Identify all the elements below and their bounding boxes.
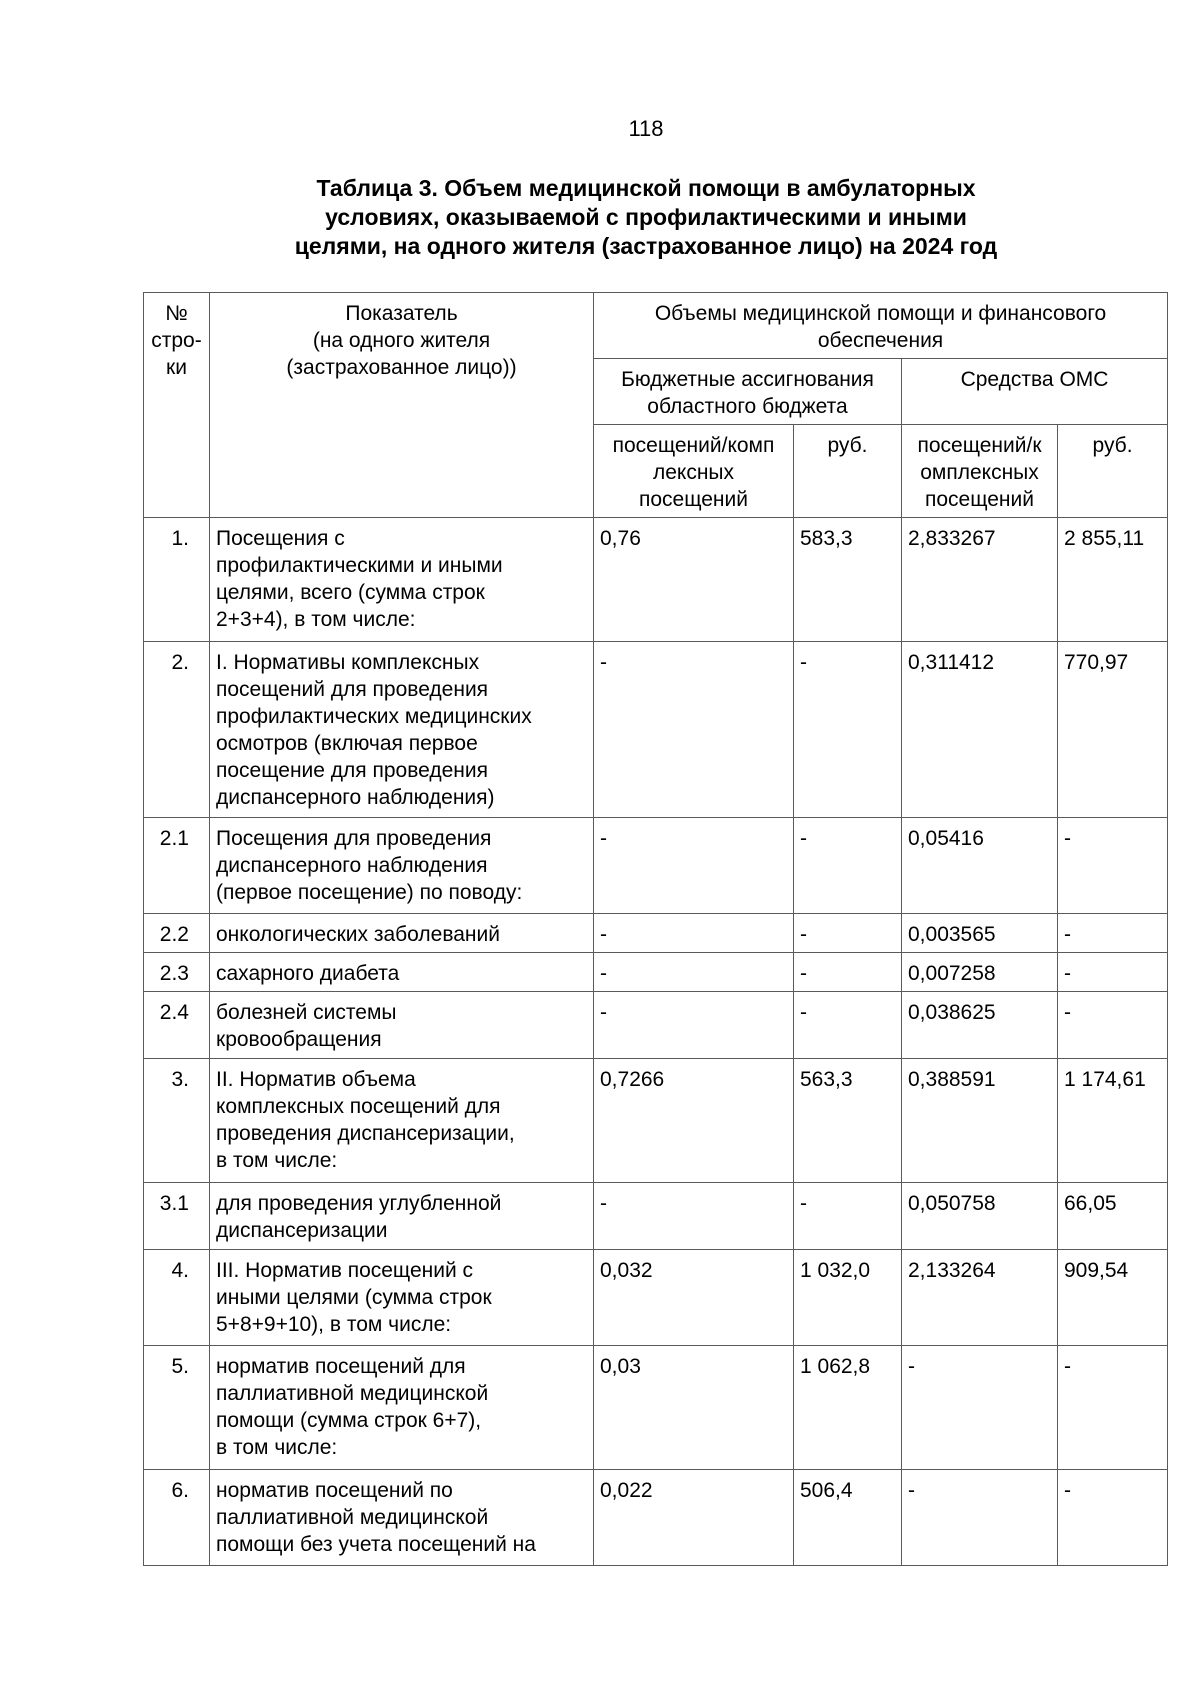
budget-rub-cell: - xyxy=(794,642,902,818)
oms-visits-cell: 0,050758 xyxy=(902,1183,1058,1250)
budget-visits-cell: - xyxy=(594,992,794,1059)
table-row xyxy=(144,1470,1168,1566)
header-oms: Средства ОМС xyxy=(902,359,1168,425)
title-line: целями, на одного жителя (застрахованное лицо) на 2024 год xyxy=(294,233,998,259)
oms-visits-cell: 0,311412 xyxy=(902,642,1058,818)
oms-rub-cell: 909,54 xyxy=(1058,1250,1168,1346)
oms-visits-cell: 2,833267 xyxy=(902,518,1058,642)
header-oms-visits: посещений/к омплексных посещений xyxy=(902,425,1058,518)
oms-rub-cell: - xyxy=(1058,914,1168,953)
oms-rub-cell: - xyxy=(1058,1346,1168,1470)
row-number: 2. xyxy=(144,642,210,818)
table-row xyxy=(144,642,1168,818)
row-indicator: норматив посещений по паллиативной медицинской помощи без учета посещений на xyxy=(210,1470,594,1566)
budget-rub-cell: 1 032,0 xyxy=(794,1250,902,1346)
table-row xyxy=(144,518,1168,642)
page-number: 118 xyxy=(628,116,664,141)
budget-visits-cell: 0,022 xyxy=(594,1470,794,1566)
budget-visits-cell: 0,7266 xyxy=(594,1059,794,1183)
budget-rub-cell: 506,4 xyxy=(794,1470,902,1566)
budget-visits-cell: - xyxy=(594,642,794,818)
table-row xyxy=(144,992,1168,1059)
oms-visits-cell: 0,05416 xyxy=(902,818,1058,914)
table-row xyxy=(144,1059,1168,1183)
row-number: 2.1 xyxy=(144,818,210,914)
row-indicator: II. Норматив объема комплексных посещений для проведения диспансеризации, в том числе: xyxy=(210,1059,594,1183)
row-number: 2.2 xyxy=(144,914,210,953)
row-indicator: Посещения с профилактическими и иными целями, всего (сумма строк 2+3+4), в том числе: xyxy=(210,518,594,642)
title-line: условиях, оказываемой с профилактическими и иными xyxy=(325,204,967,230)
row-number: 4. xyxy=(144,1250,210,1346)
budget-rub-cell: 583,3 xyxy=(794,518,902,642)
budget-rub-cell: - xyxy=(794,818,902,914)
header-oms-rub: руб. xyxy=(1058,425,1168,518)
budget-visits-cell: 0,03 xyxy=(594,1346,794,1470)
budget-visits-cell: - xyxy=(594,818,794,914)
oms-visits-cell: 0,003565 xyxy=(902,914,1058,953)
volume-table xyxy=(143,292,1168,1566)
header-indicator: Показатель (на одного жителя (застрахованное лицо)) xyxy=(210,293,594,518)
budget-rub-cell: - xyxy=(794,1183,902,1250)
budget-visits-cell: - xyxy=(594,914,794,953)
row-number: 2.3 xyxy=(144,953,210,992)
header-row-number: № стро- ки xyxy=(144,293,210,518)
oms-visits-cell: 0,007258 xyxy=(902,953,1058,992)
table-row xyxy=(144,1346,1168,1470)
row-indicator: норматив посещений для паллиативной медицинской помощи (сумма строк 6+7), в том числе: xyxy=(210,1346,594,1470)
oms-visits-cell: 0,038625 xyxy=(902,992,1058,1059)
budget-rub-cell: - xyxy=(794,914,902,953)
oms-visits-cell: 2,133264 xyxy=(902,1250,1058,1346)
row-indicator: III. Норматив посещений с иными целями (сумма строк 5+8+9+10), в том числе: xyxy=(210,1250,594,1346)
table-row xyxy=(144,818,1168,914)
oms-rub-cell: - xyxy=(1058,953,1168,992)
row-number: 1. xyxy=(144,518,210,642)
row-number: 3. xyxy=(144,1059,210,1183)
table-row xyxy=(144,1250,1168,1346)
row-indicator: онкологических заболеваний xyxy=(210,914,594,953)
oms-visits-cell: - xyxy=(902,1470,1058,1566)
title-line: Таблица 3. Объем медицинской помощи в амбулаторных xyxy=(316,175,976,201)
row-indicator: Посещения для проведения диспансерного наблюдения (первое посещение) по поводу: xyxy=(210,818,594,914)
row-indicator: болезней системы кровообращения xyxy=(210,992,594,1059)
budget-visits-cell: 0,76 xyxy=(594,518,794,642)
row-indicator: для проведения углубленной диспансеризации xyxy=(210,1183,594,1250)
budget-rub-cell: 563,3 xyxy=(794,1059,902,1183)
header-budget-rub: руб. xyxy=(794,425,902,518)
budget-rub-cell: 1 062,8 xyxy=(794,1346,902,1470)
row-number: 2.4 xyxy=(144,992,210,1059)
header-volumes: Объемы медицинской помощи и финансового обеспечения xyxy=(594,293,1168,359)
budget-rub-cell: - xyxy=(794,992,902,1059)
oms-rub-cell: 66,05 xyxy=(1058,1183,1168,1250)
header-budget-visits: посещений/комп лексных посещений xyxy=(594,425,794,518)
budget-visits-cell: - xyxy=(594,1183,794,1250)
oms-rub-cell: 2 855,11 xyxy=(1058,518,1168,642)
row-number: 3.1 xyxy=(144,1183,210,1250)
row-number: 5. xyxy=(144,1346,210,1470)
budget-visits-cell: - xyxy=(594,953,794,992)
oms-rub-cell: 770,97 xyxy=(1058,642,1168,818)
table-row xyxy=(144,914,1168,953)
row-indicator: сахарного диабета xyxy=(210,953,594,992)
oms-rub-cell: - xyxy=(1058,1470,1168,1566)
budget-visits-cell: 0,032 xyxy=(594,1250,794,1346)
oms-rub-cell: - xyxy=(1058,992,1168,1059)
oms-visits-cell: - xyxy=(902,1346,1058,1470)
oms-visits-cell: 0,388591 xyxy=(902,1059,1058,1183)
row-indicator: I. Нормативы комплексных посещений для проведения профилактических медицинских осмотров (включая первое посещение для проведения диспансерного наблюдения) xyxy=(210,642,594,818)
header-budget: Бюджетные ассигнования областного бюджета xyxy=(594,359,902,425)
table-title xyxy=(140,174,1152,261)
table-row xyxy=(144,953,1168,992)
oms-rub-cell: - xyxy=(1058,818,1168,914)
oms-rub-cell: 1 174,61 xyxy=(1058,1059,1168,1183)
row-number: 6. xyxy=(144,1470,210,1566)
budget-rub-cell: - xyxy=(794,953,902,992)
table-row xyxy=(144,1183,1168,1250)
